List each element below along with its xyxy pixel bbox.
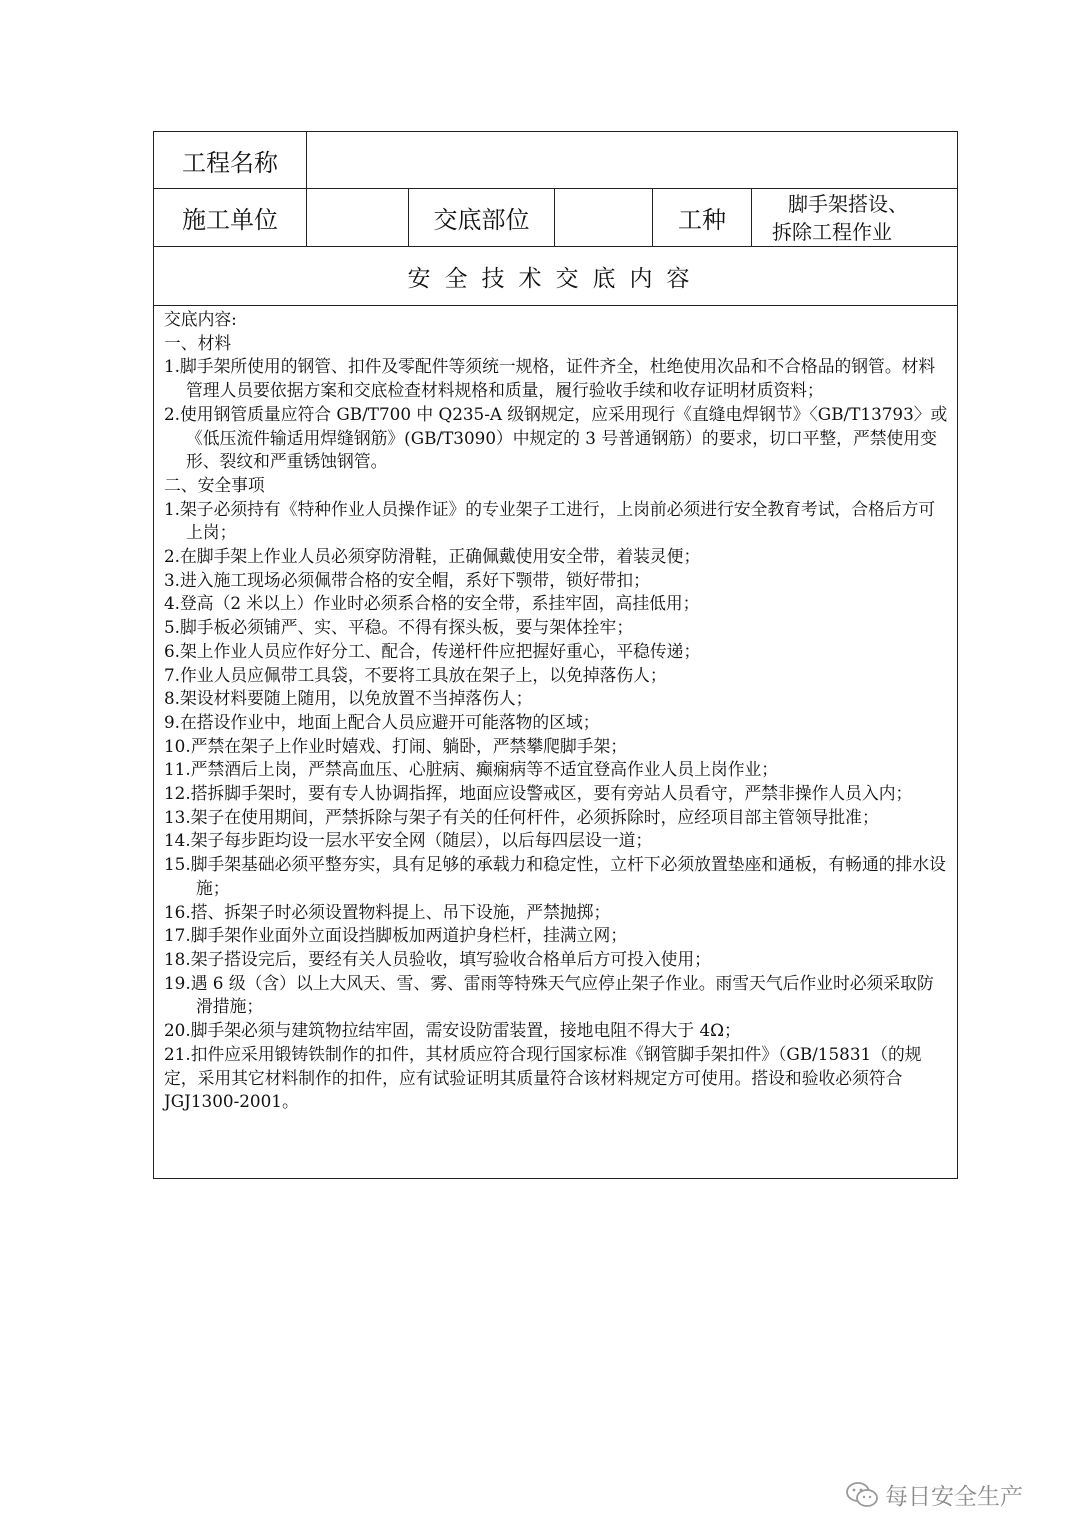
list-item: 6.架上作业人员应作好分工、配合，传递杆件应把握好重心，平稳传递； <box>164 640 701 661</box>
list-item: 15.脚手架基础必须平整夯实，具有足够的承载力和稳定性，立杆下必须放置垫座和通板，有畅通的排水设施； <box>164 854 946 898</box>
watermark <box>845 1478 1023 1511</box>
list-item: 5.脚手板必须铺严、实、平稳。不得有探头板，要与架体拴牢； <box>164 617 634 638</box>
list-item: 8.架设材料要随上随用，以免放置不当掉落伤人； <box>164 688 533 709</box>
list-item: 11.严禁酒后上岗，严禁高血压、心脏病、癫痫病等不适宜登高作业人员上岗作业； <box>164 759 779 780</box>
work-type-line-1: 脚手架搭设、 <box>788 191 908 216</box>
content-intro: 交底内容: <box>164 309 237 329</box>
list-item: 1.脚手架所使用的钢管、扣件及零配件等须统一规格，证件齐全，杜绝使用次品和不合格品的钢管。材料管理人员要依据方案和交底检查材料规格和质量，履行验收手续和收存证明材质资料； <box>164 356 936 401</box>
list-item: 13.架子在使用期间，严禁拆除与架子有关的任何杆件，必须拆除时，应经项目部主管领导批准； <box>164 806 879 827</box>
list-item: 2.使用钢管质量应符合 GB/T700 中 Q235-A 级钢规定，应采用现行《直缝电焊钢节》〈GB/T13793〉或《低压流件输适用焊缝钢筋》(GB/T3090）中规定的 3 号普通钢筋）的要求，切口平整，严禁使用变形、裂纹和严重锈蚀钢管。 <box>164 403 948 472</box>
section-title: 安全技术交底内容 <box>154 247 957 306</box>
list-item: 19.遇 6 级（含）以上大风天、雪、雾、雷雨等特殊天气应停止架子作业。雨雪天气后作业时必须采取防滑措施； <box>164 972 934 1017</box>
list-item: 10.严禁在架子上作业时嬉戏、打闹、躺卧，严禁攀爬脚手架； <box>164 735 628 756</box>
list-item: 7.作业人员应佩带工具袋，不要将工具放在架子上，以免掉落伤人； <box>164 664 667 685</box>
list-item: 3.进入施工现场必须佩带合格的安全帽，系好下颚带，锁好带扣； <box>164 569 650 590</box>
list-item: 1.架子必须持有《特种作业人员操作证》的专业架子工进行，上岗前必须进行安全教育考试，合格后方可上岗； <box>164 498 936 543</box>
project-name-value[interactable] <box>307 132 957 188</box>
watermark-text: 每日安全生产 <box>885 1484 1023 1510</box>
safety-briefing-form <box>153 131 958 1179</box>
briefing-part-label: 交底部位 <box>409 189 555 246</box>
list-item: 9.在搭设作业中，地面上配合人员应避开可能落物的区域； <box>164 711 600 732</box>
list-item: 21.扣件应采用锻铸铁制作的扣件，其材质应符合现行国家标准《钢管脚手架扣件》（GB/15831（的规定，采用其它材料制作的扣件，应有试验证明其质量符合该材料规定方可使用。搭设和验收必须符合 JGJ1300-2001。 <box>164 1043 922 1112</box>
list-item: 12.搭拆脚手架时，要有专人协调指挥，地面应设警戒区，要有旁站人员看守，严禁非操作人员入内； <box>164 783 913 804</box>
list-item: 2.在脚手架上作业人员必须穿防滑鞋，正确佩戴使用安全带，着装灵便； <box>164 546 701 567</box>
unit-row <box>154 189 957 247</box>
list-item: 16.搭、拆架子时必须设置物料提上、吊下设施，严禁抛掷； <box>164 901 611 922</box>
briefing-part-value[interactable] <box>555 189 653 246</box>
list-item: 17.脚手架作业面外立面设挡脚板加两道护身栏杆，挂满立网； <box>164 925 628 946</box>
project-name-row <box>154 132 957 189</box>
work-type-label: 工种 <box>653 189 752 246</box>
briefing-content <box>164 308 949 1114</box>
wechat-icon <box>845 1481 879 1509</box>
list-item: 20.脚手架必须与建筑物拉结牢固，需安设防雷装置，接地电阻不得大于 4Ω； <box>164 1020 741 1041</box>
safety-heading: 二、安全事项 <box>164 474 265 495</box>
materials-heading: 一、材料 <box>164 332 232 353</box>
list-item: 18.架子搭设完后，要经有关人员验收，填写验收合格单后方可投入使用； <box>164 948 711 969</box>
construction-unit-value[interactable] <box>307 189 409 246</box>
list-item: 4.登高（2 米以上）作业时必须系合格的安全带，系挂牢固，高挂低用； <box>164 593 700 614</box>
project-name-label: 工程名称 <box>154 132 307 188</box>
list-item: 14.架子每步距均设一层水平安全网（随层），以后每四层设一道； <box>164 830 653 851</box>
work-type-line-2: 拆除工程作业 <box>772 219 892 244</box>
work-type-value <box>752 189 957 246</box>
construction-unit-label: 施工单位 <box>154 189 307 246</box>
